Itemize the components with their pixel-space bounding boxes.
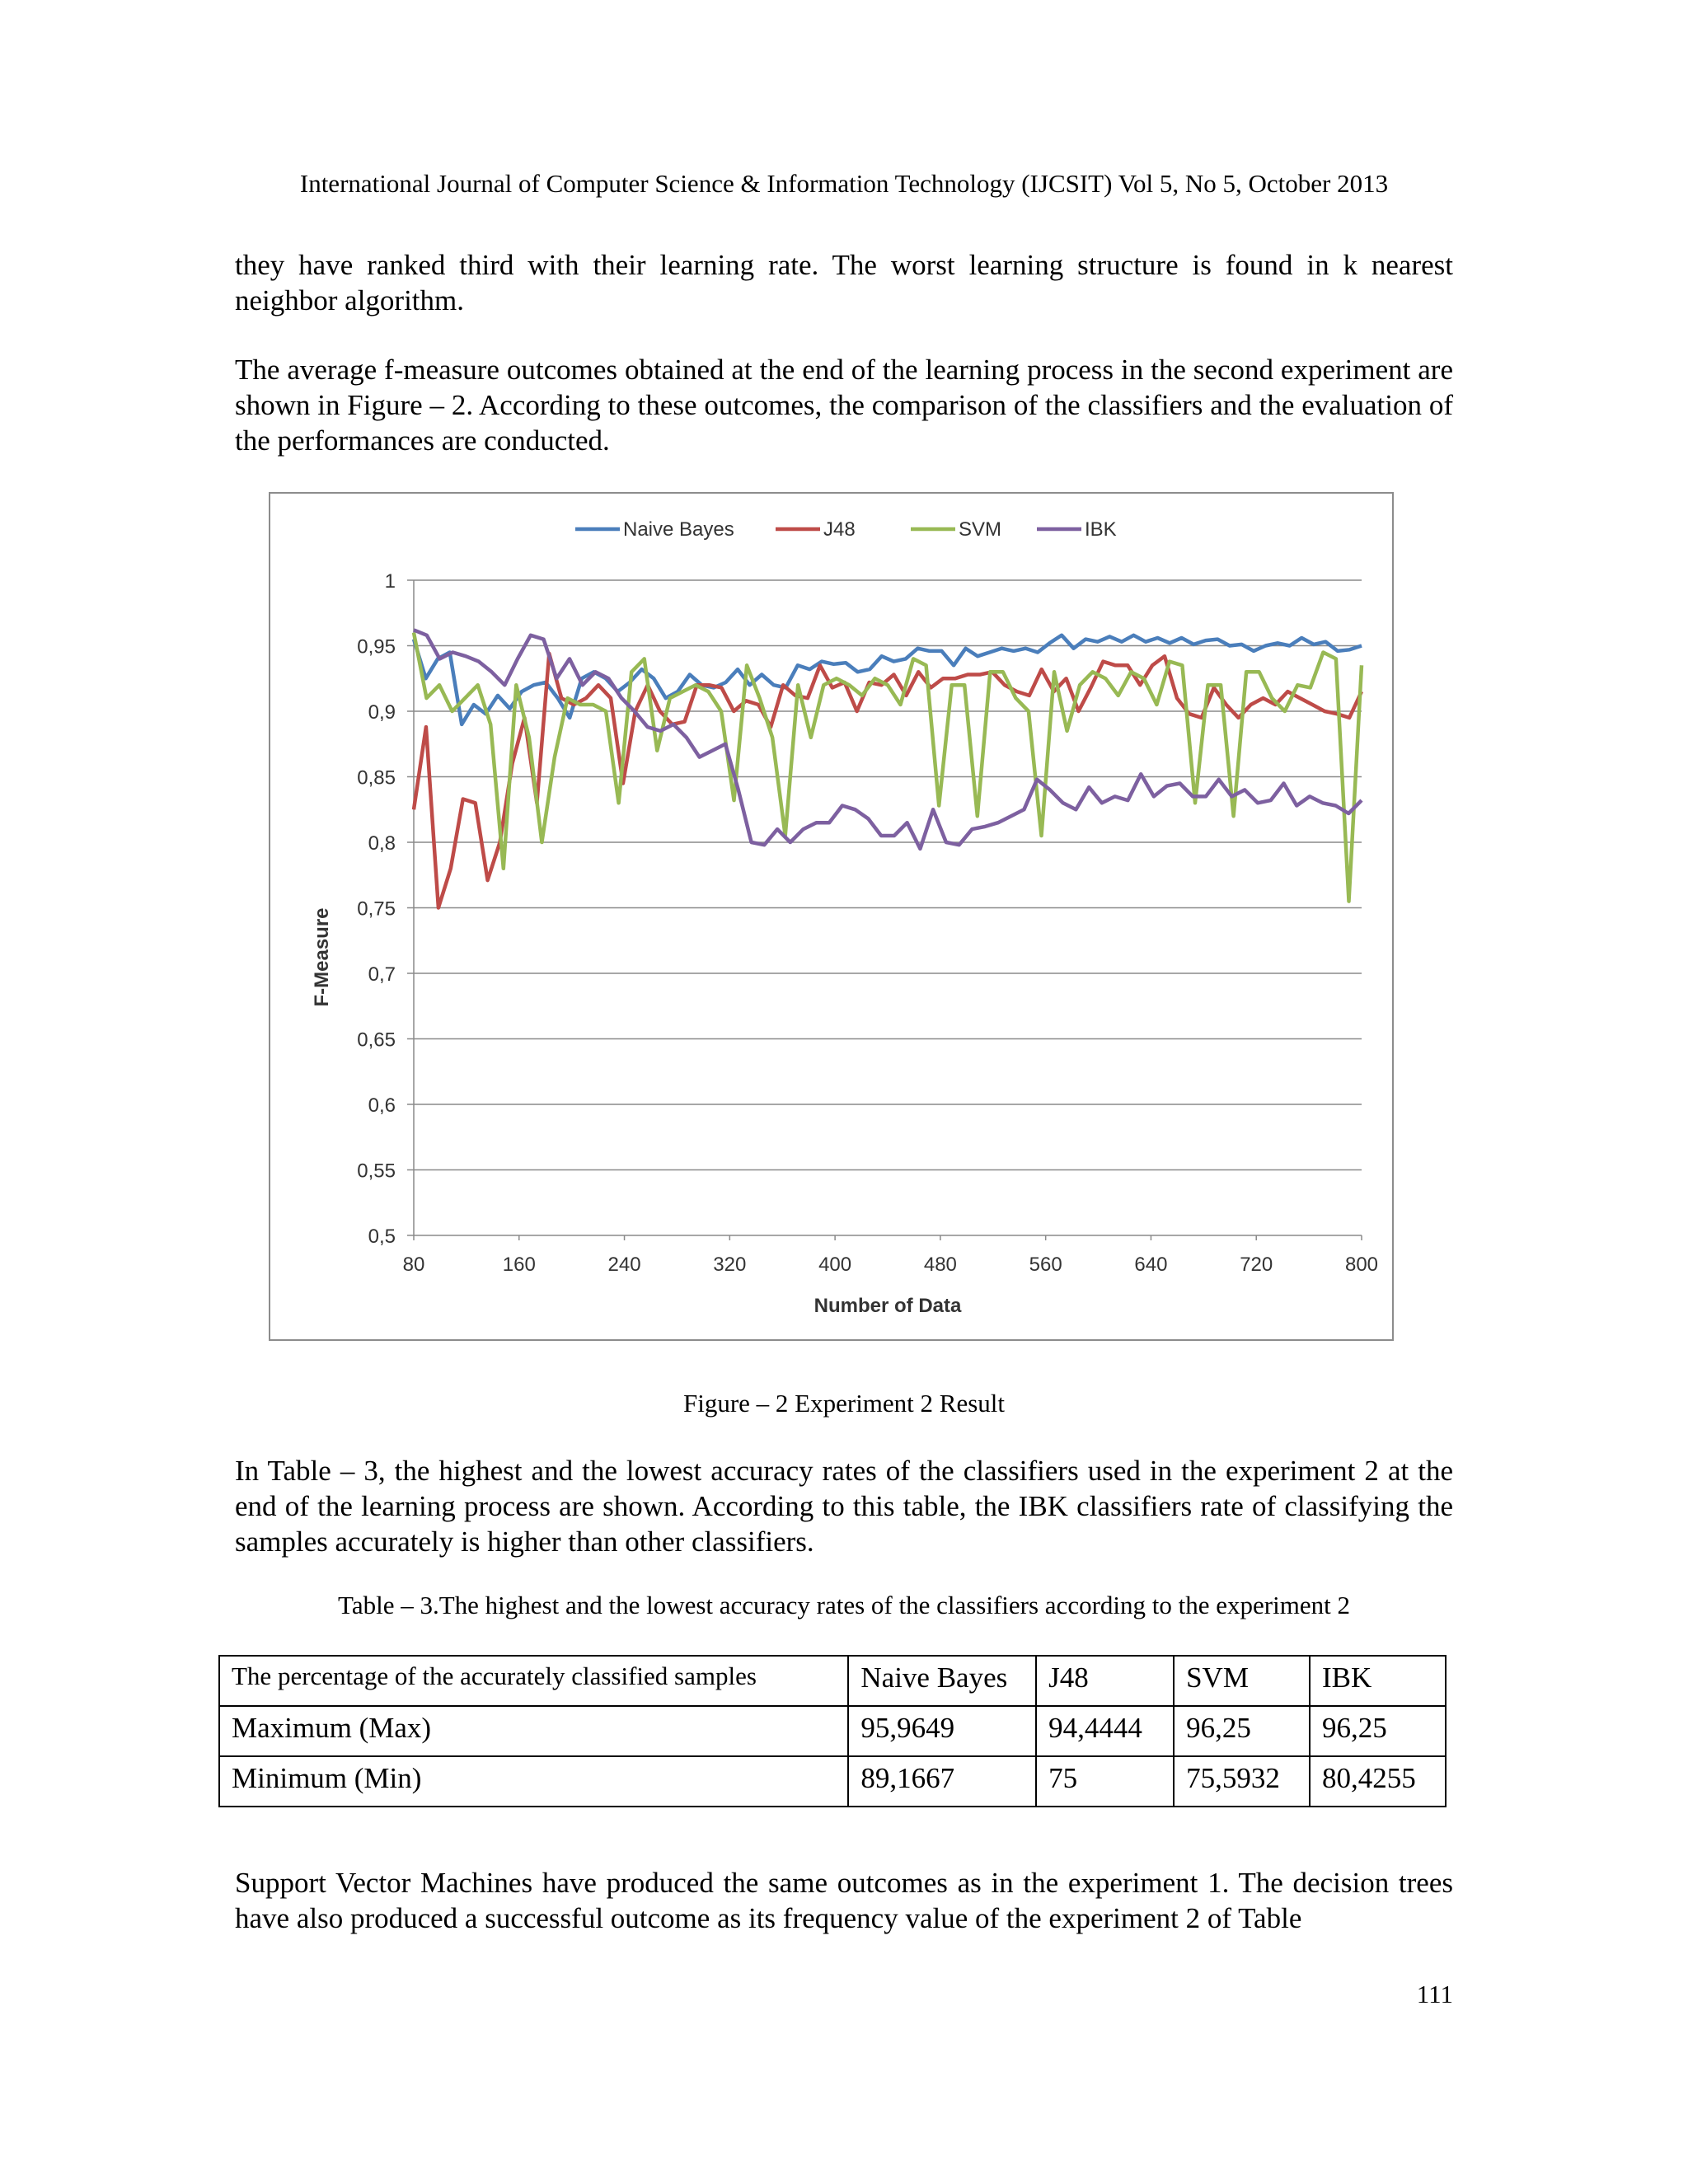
paragraph-1: they have ranked third with their learning rate. The worst learning structure is found in k nearest neighbor algorithm.: [235, 249, 1453, 316]
x-tick-label: 320: [713, 1254, 747, 1276]
y-tick-label: 0,9: [368, 701, 396, 724]
x-tick-label: 400: [818, 1254, 852, 1276]
y-tick-label: 0,7: [368, 963, 396, 986]
table-cell: 75: [1036, 1756, 1174, 1807]
line-chart: [270, 494, 1392, 1339]
table-header-cell: Naive Bayes: [848, 1656, 1036, 1706]
x-tick-label: 640: [1134, 1254, 1168, 1276]
legend-label: SVM: [959, 518, 1002, 541]
x-tick-label: 80: [402, 1254, 425, 1276]
y-tick-label: 0,95: [357, 635, 396, 658]
table-header-cell: The percentage of the accurately classified samples: [219, 1656, 848, 1706]
table-header-cell: J48: [1036, 1656, 1174, 1706]
x-tick-label: 480: [923, 1254, 957, 1276]
journal-header: International Journal of Computer Science & Information Technology (IJCSIT) Vol 5, No 5, October 2013: [299, 169, 1389, 198]
y-tick-label: 0,8: [368, 832, 396, 855]
table-header-row: [219, 1656, 1446, 1706]
y-tick-label: 0,6: [368, 1094, 396, 1117]
table-cell: 80,4255: [1310, 1756, 1446, 1807]
table-cell: 96,25: [1174, 1706, 1310, 1756]
accuracy-table: [218, 1655, 1447, 1807]
table-cell: 95,9649: [848, 1706, 1036, 1756]
x-tick-label: 240: [607, 1254, 641, 1276]
y-tick-label: 0,5: [368, 1226, 396, 1248]
y-tick-label: 0,55: [357, 1160, 396, 1183]
table-cell: Minimum (Min): [219, 1756, 848, 1807]
paragraph-2: The average f-measure outcomes obtained at the end of the learning process in the second experiment are shown in Figure – 2. According to these outcomes, the comparison of the classifiers and the evaluation of the performances are conducted.: [235, 354, 1453, 457]
page-number: 111: [1416, 1980, 1453, 2008]
legend-label: Naive Bayes: [623, 518, 734, 541]
y-tick-label: 0,85: [357, 766, 396, 790]
x-axis-title: Number of Data: [814, 1295, 962, 1317]
table-row: [219, 1756, 1446, 1807]
figure-caption: Figure – 2 Experiment 2 Result: [682, 1389, 1006, 1418]
paragraph-3: In Table – 3, the highest and the lowest accuracy rates of the classifiers used in the experiment 2 at the end of the learning process are shown. According to this table, the IBK classifiers rate of classifying the samples accurately is higher than other classifiers.: [235, 1455, 1453, 1558]
table-cell: 94,4444: [1036, 1706, 1174, 1756]
y-tick-label: 0,65: [357, 1029, 396, 1052]
table-cell: 96,25: [1310, 1706, 1446, 1756]
y-tick-label: 0,75: [357, 898, 396, 921]
y-tick-label: 1: [384, 570, 396, 593]
x-tick-label: 800: [1344, 1254, 1379, 1276]
series-line-ibk: [414, 630, 1362, 849]
table-cell: Maximum (Max): [219, 1706, 848, 1756]
table-caption: Table – 3.The highest and the lowest accuracy rates of the classifiers according to the experiment 2: [338, 1591, 1350, 1619]
table-row: [219, 1706, 1446, 1756]
legend-label: IBK: [1085, 518, 1117, 541]
figure-2-chart: [269, 492, 1394, 1341]
legend-label: J48: [823, 518, 856, 541]
x-tick-label: 160: [502, 1254, 536, 1276]
table-cell: 75,5932: [1174, 1756, 1310, 1807]
y-axis-title: F-Measure: [311, 907, 333, 1007]
x-tick-label: 560: [1029, 1254, 1062, 1276]
table-header-cell: SVM: [1174, 1656, 1310, 1706]
x-tick-label: 720: [1240, 1254, 1273, 1276]
table-header-cell: IBK: [1310, 1656, 1446, 1706]
table-cell: 89,1667: [848, 1756, 1036, 1807]
paragraph-4: Support Vector Machines have produced the same outcomes as in the experiment 1. The decision trees have also produced a successful outcome as its frequency value of the experiment 2 of Table: [235, 1867, 1453, 1934]
